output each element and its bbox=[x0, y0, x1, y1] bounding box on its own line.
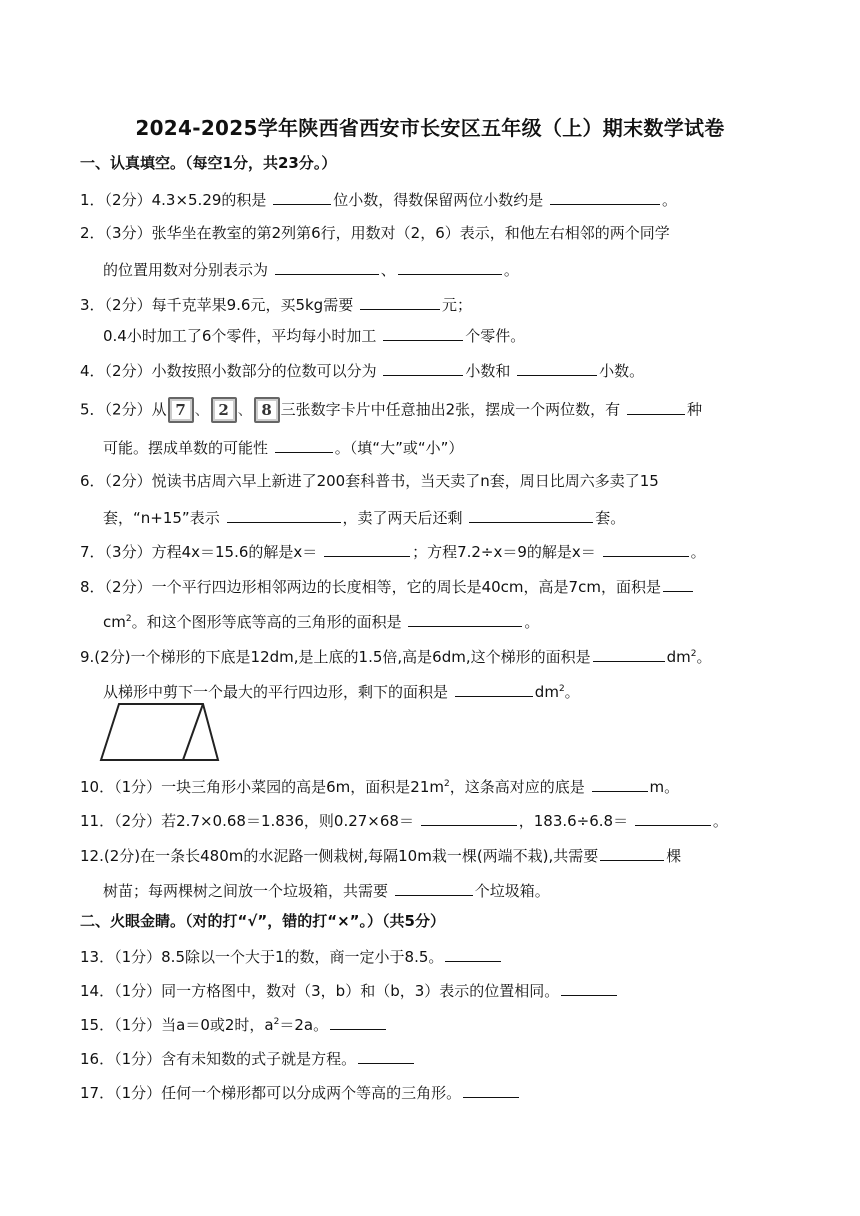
q2-text-d: 。 bbox=[503, 261, 519, 279]
q8-blank-2[interactable] bbox=[408, 610, 522, 627]
section-1-heading: 一、认真填空。（每空1分，共23分。） bbox=[80, 154, 337, 172]
q9-text-b: 从梯形中剪下一个最大的平行四边形，剩下的面积是 bbox=[103, 683, 449, 701]
question-14 bbox=[80, 979, 619, 1001]
q4-text-a: 4．（2分）小数按照小数部分的位数可以分为 bbox=[80, 362, 377, 380]
q17-blank[interactable] bbox=[463, 1081, 519, 1098]
q9-unit-sup: 2 bbox=[690, 649, 697, 659]
q12-text-b: 棵 bbox=[666, 847, 682, 865]
q8-blank-1[interactable] bbox=[663, 575, 693, 592]
q1-text-c: 。 bbox=[662, 191, 678, 209]
q9-unit-sup-2: 2 bbox=[558, 684, 565, 694]
card-separator: 、 bbox=[194, 400, 210, 419]
q14-text: 14．（1分）同一方格图中，数对（3，b）和（b，3）表示的位置相同。 bbox=[80, 982, 560, 1000]
q6-text-b: 套，“n+15”表示 bbox=[103, 509, 220, 527]
q8-unit: cm bbox=[103, 613, 126, 631]
question-1 bbox=[80, 188, 677, 210]
q3-blank-1[interactable] bbox=[360, 293, 440, 310]
q1-blank-2[interactable] bbox=[550, 188, 660, 205]
q11-text-b: ，183.6÷6.8＝ bbox=[518, 812, 629, 830]
q12-blank-2[interactable] bbox=[395, 879, 473, 896]
q2-text-b: 的位置用数对分别表示为 bbox=[103, 261, 269, 279]
q2-blank-2[interactable] bbox=[398, 258, 502, 275]
digit-card-2: 2 bbox=[211, 397, 237, 423]
question-5 bbox=[80, 397, 702, 423]
q3-text-b: 元； bbox=[441, 296, 472, 314]
q9-unit-2: dm bbox=[534, 683, 559, 701]
q1-text-a: 1．（2分）4.3×5.29的积是 bbox=[80, 191, 267, 209]
question-17 bbox=[80, 1081, 521, 1103]
q5-text-c: 种 bbox=[686, 400, 702, 419]
q11-text-a: 11．（2分）若2.7×0.68＝1.836，则0.27×68＝ bbox=[80, 812, 414, 830]
q5-blank-2[interactable] bbox=[275, 436, 333, 453]
q12-blank-1[interactable] bbox=[600, 844, 664, 861]
q10-text-b: ，这条高对应的底是 bbox=[449, 778, 585, 796]
q8-text-d: 。 bbox=[524, 613, 540, 631]
question-2-cont bbox=[103, 258, 519, 280]
q11-blank-2[interactable] bbox=[635, 809, 711, 826]
trapezoid-cut-line bbox=[183, 704, 203, 760]
question-9-cont bbox=[103, 680, 580, 702]
q7-text-a: 7．（3分）方程4x＝15.6的解是x＝ bbox=[80, 543, 318, 561]
q15-text-a: 15．（1分）当a＝0或2时，a bbox=[80, 1016, 274, 1034]
q4-text-c: 小数。 bbox=[599, 362, 645, 380]
q9-unit: dm bbox=[666, 648, 691, 666]
q6-text-c: ，卖了两天后还剩 bbox=[342, 509, 463, 527]
q9-text-a: 9.(2分)一个梯形的下底是12dm,是上底的1.5倍,高是6dm,这个梯形的面积是 bbox=[80, 648, 591, 666]
q8-text-a: 8．（2分）一个平行四边形相邻两边的长度相等，它的周长是40cm，高是7cm，面积是 bbox=[80, 578, 661, 596]
q13-blank[interactable] bbox=[445, 945, 501, 962]
q5-text-b: 三张数字卡片中任意抽出2张，摆成一个两位数，有 bbox=[280, 400, 621, 419]
q7-text-b: ；方程7.2÷x＝9的解是x＝ bbox=[412, 543, 596, 561]
question-7 bbox=[80, 540, 706, 562]
q3-text-d: 个零件。 bbox=[465, 327, 526, 345]
q4-blank-1[interactable] bbox=[383, 359, 463, 376]
q5-text-a: 5．（2分）从 bbox=[80, 400, 167, 419]
q3-text-c: 0.4小时加工了6个零件，平均每小时加工 bbox=[103, 327, 377, 345]
q11-blank-1[interactable] bbox=[421, 809, 517, 826]
question-15 bbox=[80, 1013, 388, 1035]
q2-text-c: 、 bbox=[380, 261, 396, 279]
q3-text-a: 3．（2分）每千克苹果9.6元，买5kg需要 bbox=[80, 296, 354, 314]
q11-text-c: 。 bbox=[712, 812, 728, 830]
q10-text-a: 10．（1分）一块三角形小菜园的高是6m，面积是21m bbox=[80, 778, 444, 796]
q2-blank-1[interactable] bbox=[275, 258, 379, 275]
question-3 bbox=[80, 293, 472, 315]
q9-text-end: 。 bbox=[696, 648, 712, 666]
q4-blank-2[interactable] bbox=[517, 359, 597, 376]
card-separator: 、 bbox=[237, 400, 253, 419]
q15-sup: 2 bbox=[273, 1017, 280, 1027]
q14-blank[interactable] bbox=[561, 979, 617, 996]
question-8 bbox=[80, 575, 695, 597]
q10-blank-1[interactable] bbox=[592, 775, 648, 792]
q12-text-c: 树苗；每两棵树之间放一个垃圾箱，共需要 bbox=[103, 882, 389, 900]
digit-card-8: 8 bbox=[254, 397, 280, 423]
q9-blank-1[interactable] bbox=[593, 645, 665, 662]
q17-text: 17．（1分）任何一个梯形都可以分成两个等高的三角形。 bbox=[80, 1084, 462, 1102]
q6-blank-1[interactable] bbox=[227, 506, 341, 523]
q16-text: 16．（1分）含有未知数的式子就是方程。 bbox=[80, 1050, 357, 1068]
question-13 bbox=[80, 945, 503, 967]
q12-text-d: 个垃圾箱。 bbox=[474, 882, 550, 900]
q13-text: 13．（1分）8.5除以一个大于1的数，商一定小于8.5。 bbox=[80, 948, 444, 966]
q1-blank-1[interactable] bbox=[273, 188, 331, 205]
question-10 bbox=[80, 775, 679, 797]
q15-blank[interactable] bbox=[330, 1013, 386, 1030]
trapezoid-figure bbox=[96, 700, 222, 766]
q4-text-b: 小数和 bbox=[465, 362, 511, 380]
q5-text-d: 可能。摆成单数的可能性 bbox=[103, 439, 269, 457]
digit-card-7: 7 bbox=[168, 397, 194, 423]
q5-blank-1[interactable] bbox=[627, 398, 685, 415]
section-2-heading: 二、火眼金睛。（对的打“√”，错的打“×”。）（共5分） bbox=[80, 912, 445, 930]
q10-unit-sup: 2 bbox=[444, 779, 450, 789]
q6-blank-2[interactable] bbox=[469, 506, 593, 523]
q7-blank-2[interactable] bbox=[603, 540, 689, 557]
q3-blank-2[interactable] bbox=[383, 324, 463, 341]
question-11 bbox=[80, 809, 728, 831]
question-3-cont bbox=[103, 324, 525, 346]
q15-text-b: ＝2a。 bbox=[279, 1016, 329, 1034]
q1-text-b: 位小数，得数保留两位小数约是 bbox=[333, 191, 544, 209]
question-2: 2．（3分）张华坐在教室的第2列第6行，用数对（2，6）表示，和他左右相邻的两个同学 bbox=[80, 224, 670, 242]
q7-blank-1[interactable] bbox=[324, 540, 410, 557]
q12-text-a: 12.(2分)在一条长480m的水泥路一侧栽树,每隔10m栽一棵(两端不栽),共需要 bbox=[80, 847, 599, 865]
question-6-cont bbox=[103, 506, 625, 528]
question-4 bbox=[80, 359, 644, 381]
q9-blank-2[interactable] bbox=[455, 680, 533, 697]
q8-text-c: 。和这个图形等底等高的三角形的面积是 bbox=[131, 613, 402, 631]
q10-text-c: m。 bbox=[649, 778, 680, 796]
q6-text-d: 套。 bbox=[595, 509, 626, 527]
q5-text-e: 。（填“大”或“小”） bbox=[334, 439, 464, 457]
question-12-cont bbox=[103, 879, 550, 901]
q9-text-end-2: 。 bbox=[564, 683, 580, 701]
q7-text-c: 。 bbox=[690, 543, 706, 561]
question-12 bbox=[80, 844, 681, 866]
q8-unit-sup: 2 bbox=[125, 614, 132, 624]
question-5-cont bbox=[103, 436, 463, 458]
question-6: 6．（2分）悦读书店周六早上新进了200套科普书，当天卖了n套，周日比周六多卖了15 bbox=[80, 472, 659, 490]
question-9 bbox=[80, 645, 712, 667]
q16-blank[interactable] bbox=[358, 1047, 414, 1064]
question-8-cont bbox=[103, 610, 539, 632]
question-16 bbox=[80, 1047, 416, 1069]
exam-title: 2024-2025学年陕西省西安市长安区五年级（上）期末数学试卷 bbox=[135, 116, 725, 140]
